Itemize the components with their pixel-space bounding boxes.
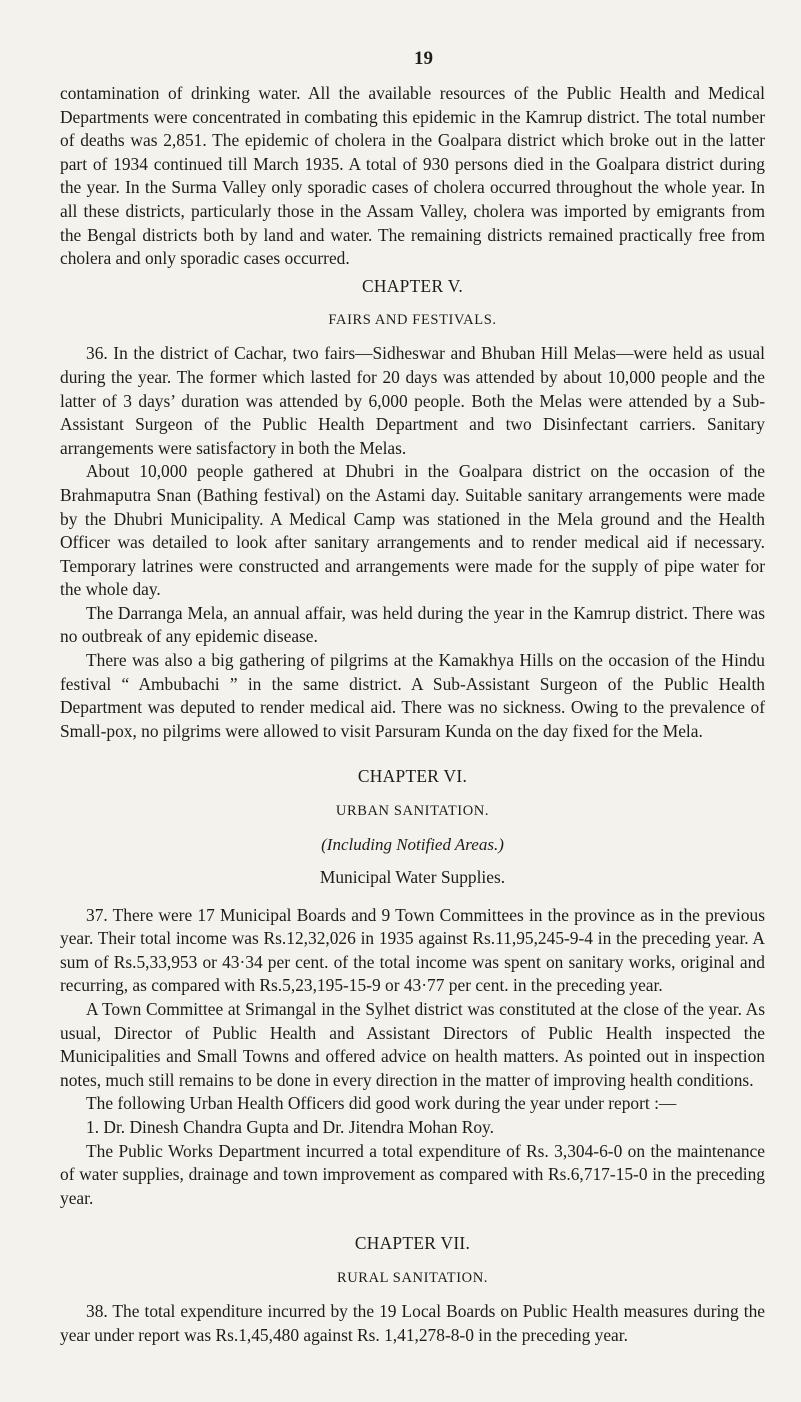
chapter-7-title: CHAPTER VII. [354, 1233, 471, 1254]
paragraph-health-officers: The following Urban Health Officers did good work during the year under report :— [86, 1093, 677, 1114]
chapter-5-section-title: FAIRS AND FESTIVALS. [328, 312, 497, 329]
paragraph-37: 37. There were 17 Municipal Boards and 9 Town Committees in the province as in the previous year. Their total income was Rs.12,32,026 in 1935 against Rs.11,95,245-9-4 in the preceding year. A sum of Rs.5,33,953 or 43·34 per cent. of the total income was spent on sanitary works, original and recurring, as compared with Rs.5,23,195-15-9 or 43·77 per cent. in the preceding year. [60, 904, 765, 996]
page-number: 19 [414, 48, 433, 69]
chapter-7-section-title: RURAL SANITATION. [336, 1269, 489, 1286]
paragraph-darranga-mela: The Darranga Mela, an annual affair, was held during the year in the Kamrup district. There was no outbreak of any epidemic disease. [60, 602, 765, 647]
chapter-5-title: CHAPTER V. [362, 275, 463, 296]
paragraph-38: 38. The total expenditure incurred by the 19 Local Boards on Public Health measures during the year under report was Rs.1,45,480 against Rs. 1,41,278-8-0 in the preceding year. [60, 1300, 765, 1345]
intro-paragraph: contamination of drinking water. All the available resources of the Public Health and Medical Departments were concentrated in combating this epidemic in the Kamrup district. The total number of deaths was 2,851. The epidemic of cholera in the Goalpara district which broke out in the latter part of 1934 continued till March 1935. A total of 930 persons died in the Goalpara district during the year. In the Surma Valley only sporadic cases of cholera occurred throughout the whole year. In all these districts, particularly those in the Assam Valley, cholera was imported by emigrants from the Bengal districts both by land and water. The remaining districts remained practically free from cholera and only sporadic cases occurred. [60, 83, 765, 269]
municipal-water-supplies-heading: Municipal Water Supplies. [319, 867, 506, 888]
paragraph-public-works: The Public Works Department incurred a total expenditure of Rs. 3,304-6-0 on the maintenance of water supplies, drainage and town improvement as compared with Rs.6,717-15-0 in the preceding year. [60, 1140, 765, 1208]
chapter-6-subtitle: (Including Notified Areas.) [321, 835, 504, 855]
chapter-6-title: CHAPTER VI. [357, 766, 468, 787]
paragraph-kamakhya: There was also a big gathering of pilgrims at the Kamakhya Hills on the occasion of the Hindu festival “ Ambubachi ” in the same district. A Sub-Assistant Surgeon of the Public Health Department was deputed to render medical aid. There was no sickness. Owing to the prevalence of Small-pox, no pilgrims were allowed to visit Parsuram Kunda on the day fixed for the Mela. [60, 650, 765, 741]
health-officers-list-item: 1. Dr. Dinesh Chandra Gupta and Dr. Jitendra Mohan Roy. [86, 1116, 494, 1137]
paragraph-dhubri: About 10,000 people gathered at Dhubri in the Goalpara district on the occasion of the Brahmaputra Snan (Bathing festival) on the Astami day. Suitable sanitary arrangements were made by the Dhubri Municipality. A Medical Camp was stationed in the Mela ground and the Health Officer was detailed to look after sanitary arrangements and to render medical aid if necessary. Temporary latrines were constructed and arrangements were made for the supply of pipe water for the whole day. [60, 461, 765, 600]
chapter-6-section-title: URBAN SANITATION. [335, 803, 490, 820]
paragraph-36: 36. In the district of Cachar, two fairs—Sidheswar and Bhuban Hill Melas—were held as usual during the year. The former which lasted for 20 days was attended by about 10,000 people and the latter of 3 days’ duration was attended by 6,000 people. Both the Melas were attended by a Sub-Assistant Surgeon of the Public Health Department and two Disinfectant carriers. Sanitary arrangements were satisfactory in both the Melas. [60, 343, 765, 458]
paragraph-srimangal: A Town Committee at Srimangal in the Sylhet district was constituted at the close of the year. As usual, Director of Public Health and Assistant Directors of Public Health inspected the Municipalities and Small Towns and offered advice on health matters. As pointed out in inspection notes, much still remains to be done in every direction in the matter of improving health conditions. [60, 999, 765, 1090]
